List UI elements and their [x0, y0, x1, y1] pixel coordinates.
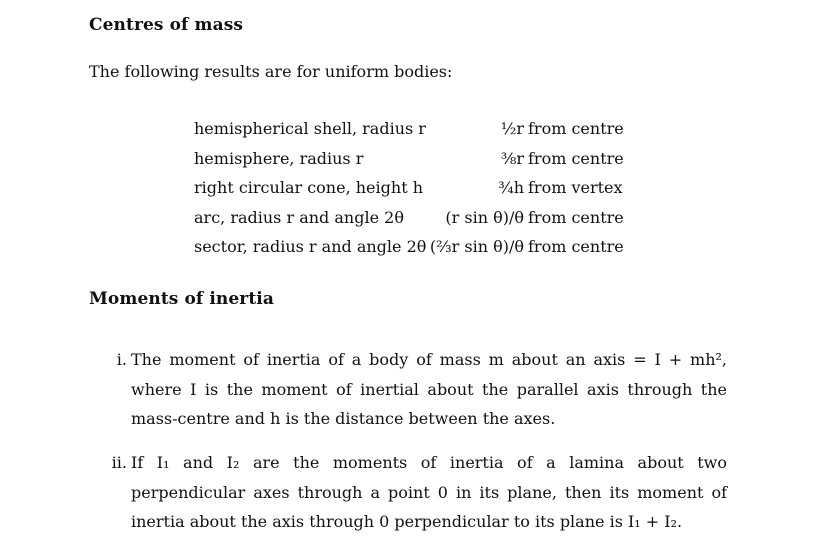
list-item: [107, 448, 727, 537]
section-title-centres-of-mass: Centres of mass: [89, 15, 244, 35]
body-label: sector, radius r and angle 2θ: [194, 237, 427, 257]
reference-point: from centre: [528, 207, 624, 227]
body-label: hemisphere, radius r: [194, 148, 364, 168]
list-item: [107, 345, 727, 434]
reference-point: from centre: [528, 237, 624, 257]
body-label: hemispherical shell, radius r: [194, 119, 426, 138]
distance-value: (⅔r sin θ)/θ: [429, 237, 524, 257]
body-label: right circular cone, height h: [194, 178, 424, 198]
reference-point: from centre: [528, 148, 624, 168]
intro-paragraph: The following results are for uniform bodies:: [89, 62, 453, 81]
list-item-text: The moment of inertia of a body of mass m about an axis = I + mh², where I is the moment of inertial about the parallel axis through the mass-centre and h is the distance between the axes.: [131, 350, 727, 428]
reference-point: from vertex: [528, 178, 623, 198]
distance-value: ⅜r: [500, 148, 524, 168]
distance-value: ¾h: [498, 178, 524, 198]
list-marker: ii.: [111, 453, 127, 472]
list-marker: i.: [116, 350, 127, 369]
body-label: arc, radius r and angle 2θ: [194, 207, 404, 227]
reference-point: from centre: [528, 119, 624, 138]
distance-value: ½r: [500, 119, 524, 138]
distance-value: (r sin θ)/θ: [445, 207, 524, 227]
list-item-text: If I₁ and I₂ are the moments of inertia of a lamina about two perpendicular axes through a point 0 in its plane, then its moment of inertia about the axis through 0 perpendicular to its plane is I₁ + I₂.: [131, 453, 727, 531]
section-title-moments-of-inertia: Moments of inertia: [89, 289, 274, 309]
